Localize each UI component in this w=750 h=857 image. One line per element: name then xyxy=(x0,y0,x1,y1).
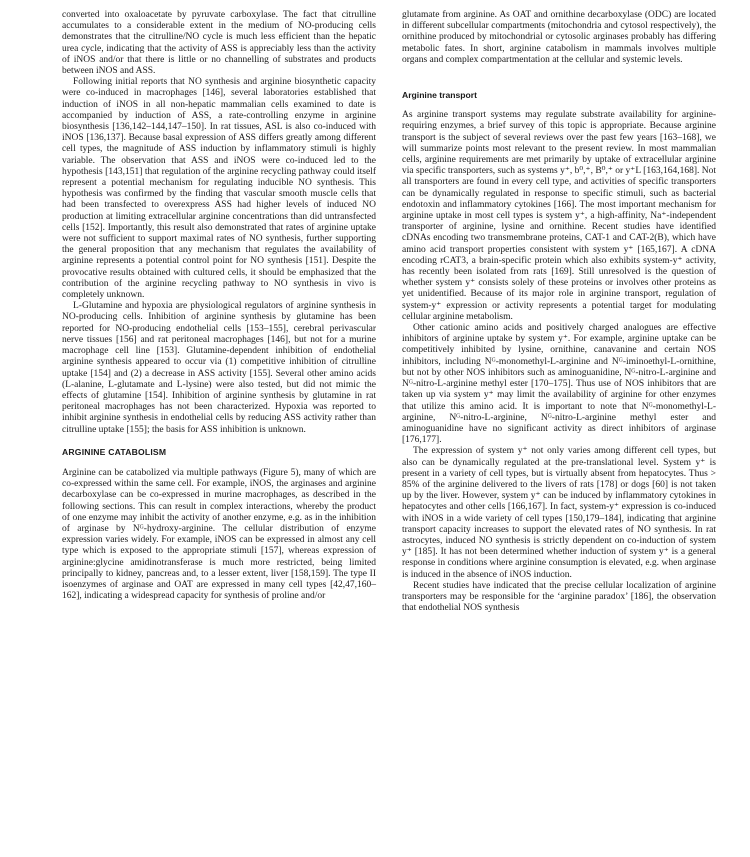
paragraph: As arginine transport systems may regulate substrate availability for arginine-requiring enzymes, a brief survey of this topic is appropriate. Because arginine transport is the subject of several reviews over the past few years [163–168], we will summarize points most relevant to the present review. In most mammalian cells, arginine requirements are met primarily by uptake of extracellular arginine via specific transporters, such as systems y⁺, b⁰,⁺, B⁰,⁺ or y⁺L [163,164,168]. Not all transporters are found in every cell type, and activities of specific transporters can be dynamically regulated in response to specific stimuli, such as bacterial endotoxin and inflammatory cytokines [166]. The most important mechanism for arginine uptake in most cell types is system y⁺, a high-affinity, Na⁺-independent transporter of arginine, lysine and ornithine. Recent studies have identified cDNAs encoding two transmembrane proteins, CAT-1 and CAT-2(B), which have amino acid transport properties consistent with system y⁺ [165,167]. A cDNA encoding rCAT3, a brain-specific protein which also exhibits system-y⁺ activity, has recently been isolated from rats [169]. Still unresolved is the question of whether system y⁺ consists solely of these proteins or involves other proteins as yet unidentified. Because of its major role in arginine transport, regulation of system-y⁺ expression or activity represents a potential target for modulating cellular arginine metabolism. xyxy=(402,110,716,322)
paragraph: glutamate from arginine. As OAT and ornithine decarboxylase (ODC) are located in different subcellular compartments (mitochondria and cytosol respectively), the ornithine produced by mitochondrial or cytosolic arginases probably has differing metabolic fates. In short, arginine catabolism in mammals involves multiple organs and complex compartmentation at the cellular and systemic levels. xyxy=(402,10,716,65)
section-heading: ARGININE CATABOLISM xyxy=(62,446,167,457)
paragraph: Recent studies have indicated that the precise cellular localization of arginine transporters may be responsible for the ‘arginine paradox’ [186], the observation that endothelial NOS synthesis xyxy=(402,580,716,614)
subsection-heading: Arginine transport xyxy=(402,90,477,101)
paragraph: L-Glutamine and hypoxia are physiological regulators of arginine synthesis in NO-producing cells. Inhibition of arginine synthesis by glutamine has been reported for NO-producing endothelial cells [153–155], cerebral perivascular nerve tissues [156] and rat peritoneal macrophages [146], but not for a murine macrophage cell line [153]. Glutamine-dependent inhibition of endothelial arginine synthesis appeared to occur via (1) competitive inhibition of citrulline uptake [154] and (2) a decrease in ASS activity [155]. Several other amino acids (L-alanine, L-glutamate and L-lysine) were also tested, but did not mimic the effects of glutamine [154]. Inhibition of arginine synthesis by glutamine in rat peritoneal macrophages has not been characterized. Hypoxia was reported to inhibit arginine synthesis in endothelial cells by reducing ASS activity rather than citrulline uptake [155]; the basis for ASS inhibition is unknown. xyxy=(62,301,376,435)
paragraph: converted into oxaloacetate by pyruvate carboxylase. The fact that citrulline accumulates to a considerable extent in the medium of NO-producing cells demonstrates that the citrulline/NO cycle is much less efficient than the hepatic urea cycle, indicating that the activity of ASS is appreciably less than the activity of iNOS and/or that there is little or no channelling of substrates and products between iNOS and ASS. xyxy=(62,10,376,77)
right-column xyxy=(402,10,716,857)
paragraph: Following initial reports that NO synthesis and arginine biosynthetic capacity were co-induced in macrophages [146], several laboratories established that induction of iNOS in all non-hepatic mammalian cells examined to date is accompanied by induction of ASS, a rate-controlling enzyme in arginine biosynthesis [136,142–144,147–150]. In rat tissues, ASL is also co-induced with iNOS [136,137]. Because basal expression of ASS differs greatly among different cell types, the magnitude of ASS induction by inflammatory stimuli is highly variable. The observation that ASS and iNOS were co-induced led to the hypothesis [143,151] that regulation of the arginine recycling pathway could itself represent a potential mechanism for regulating inducible NO synthesis. This hypothesis was confirmed by the finding that vascular smooth muscle cells that had been transfected to overexpress ASS had higher levels of induced NO production at limiting extracellular arginine concentrations than did untransfected cells [152]. Importantly, this result also demonstrated that rates of arginine uptake were not sufficient to support maximal rates of NO synthesis, further supporting the general proposition that any mechanism that regulates the availability of arginine represents a potential control point for NO synthesis [151]. Despite the provocative results obtained with cultured cells, it should be emphasized that the contribution of the arginine recycling pathway to NO synthesis in vivo is completely unknown. xyxy=(62,77,376,301)
paragraph: Arginine can be catabolized via multiple pathways (Figure 5), many of which are co-expressed within the same cell. For example, iNOS, the arginases and arginine decarboxylase can be co-expressed in murine macrophages, as described in the following sections. This can result in complex interactions, whereby the product of one enzyme may inhibit the activity of another enzyme, e.g. as in the inhibition of arginase by Nᴳ-hydroxy-arginine. The cellular distribution of enzyme expression varies widely. For example, iNOS can be expressed in almost any cell type which is exposed to the appropriate stimuli [157], whereas expression of arginine:glycine amidinotransferase is much more restricted, being limited principally to kidney, pancreas and, to a lesser extent, liver [158,159]. The type II isoenzymes of arginase and OAT are expressed in many cell types [42,47,160–162], indicating a widespread capacity for synthesis of proline and/or xyxy=(62,467,376,602)
paragraph: Other cationic amino acids and positively charged analogues are effective inhibitors of arginine uptake by system y⁺. For example, arginine uptake can be competitively inhibited by lysine, ornithine, canavanine and certain NOS inhibitors, including Nᴳ-monomethyl-L-arginine and Nᴳ-iminoethyl-L-ornithine, but not by other NOS inhibitors such as aminoguanidine, Nᴳ-nitro-L-arginine and Nᴳ-nitro-L-arginine methyl ester [170–175]. Thus use of NOS inhibitors that are taken up via system y⁺ may limit the availability of arginine for other enzymes that utilize this amino acid. It is important to note that Nᴳ-monomethyl-L-arginine, Nᴳ-nitro-L-arginine, Nᴳ-nitro-L-arginine methyl ester and aminoguanidine have no significant activity as direct inhibitors of arginase [176,177]. xyxy=(402,323,716,446)
left-column xyxy=(62,10,376,857)
paragraph: The expression of system y⁺ not only varies among different cell types, but also can be dynamically regulated at the pre-translational level. System y⁺ is present in a variety of cell types, but is virtually absent from hepatocytes. Thus > 85% of the arginine delivered to the livers of rats [178] or dogs [60] is not taken up by the liver. However, system y⁺ can be induced by inflammatory cytokines in hepatocytes and other cells [166,167]. In fact, system-y⁺ expression is co-induced with iNOS in a wide variety of cell types [150,179–184], indicating that arginine transport capacity increases to support the elevated rates of NO synthesis. In rat astrocytes, induced NO synthesis is strictly dependent on co-induction of system y⁺ [185]. It has not been determined whether induction of system y⁺ is a general response in conditions where arginine consumption is elevated, e.g. when arginase is induced in the absence of iNOS induction. xyxy=(402,446,716,580)
